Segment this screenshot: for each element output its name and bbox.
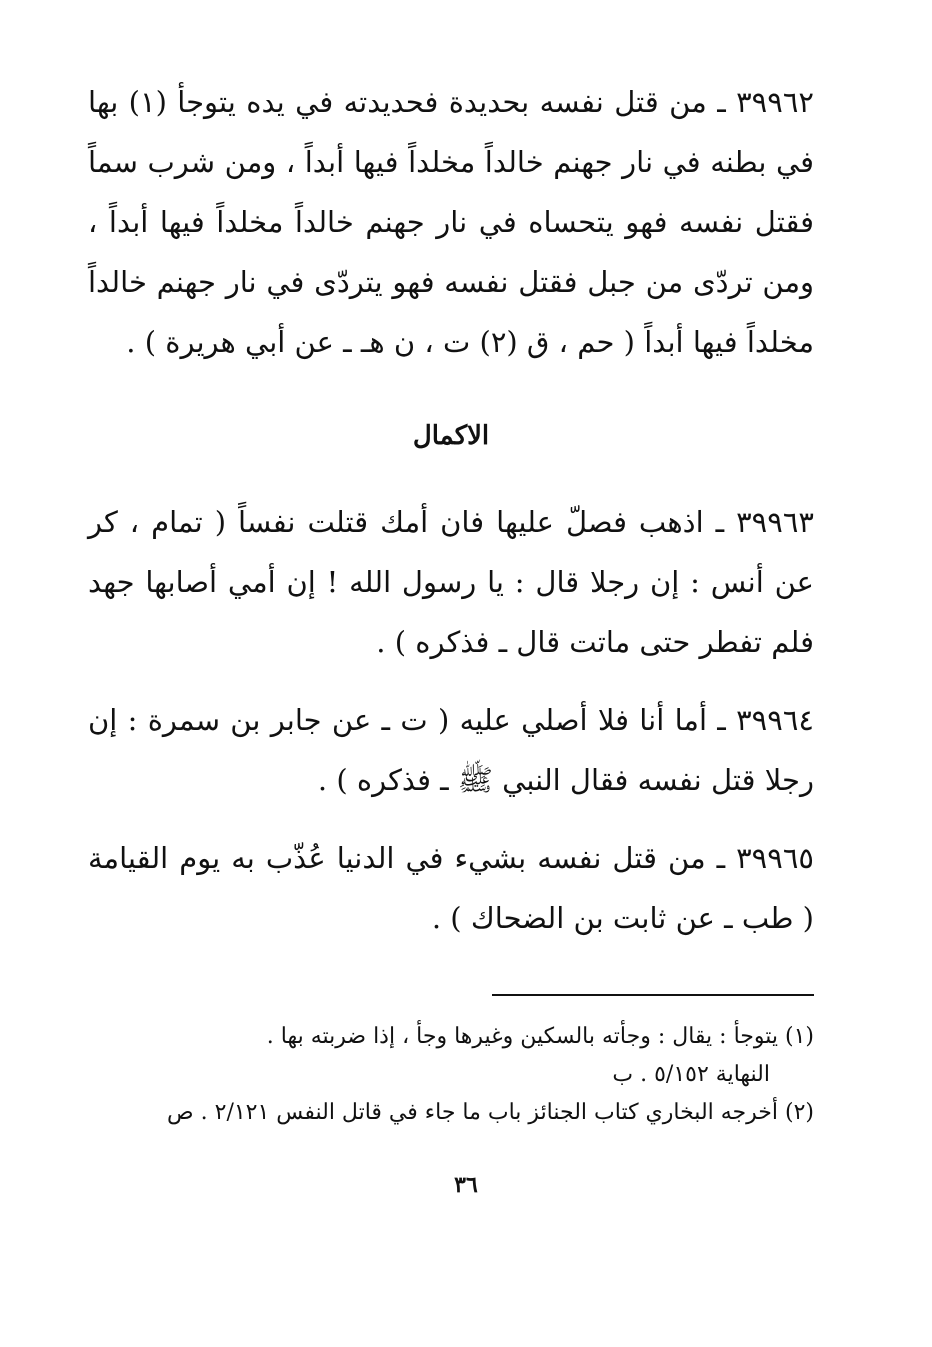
hadith-39962: ٣٩٩٦٢ ـ من قتل نفسه بحديدة فحديدته في يده يتوجأ (١) بها في بطنه في نار جهنم خالداً مخلداً فيها أبداً ، ومن شرب سماً فقتل نفسه فهو يتحساه في نار جهنم خالداً مخلداً فيها أبداً ، ومن تردّى من جبل فقتل نفسه فهو يتردّى في نار جهنم خالداً مخلداً فيها أبداً ( حم ، ق (٢) ت ، ن هـ ـ عن أبي هريرة ) . [88,85,814,359]
section-heading: الاكمال [412,421,490,451]
hadith-39964: ٣٩٩٦٤ ـ أما أنا فلا أصلي عليه ( ت ـ عن جابر بن سمرة : إن رجلا قتل نفسه فقال النبي ﷺ ـ فذكره ) . [88,703,814,797]
footnote-divider [492,994,814,996]
footnote-2: (٢) أخرجه البخاري كتاب الجنائز باب ما جاء في قاتل النفس ٢/١٢١ . ص [167,1100,814,1125]
hadith-39963: ٣٩٩٦٣ ـ اذهب فصلّ عليها فان أمك قتلت نفساً ( تمام ، كر عن أنس : إن رجلا قال : يا رسول الله ! إن أمي أصابها جهد فلم تفطر حتى ماتت قال ـ فذكره ) . [88,505,814,659]
footnote-1-continuation: النهاية ٥/١٥٢ . ب [612,1062,770,1087]
page-number: ٣٦ [454,1172,478,1198]
footnote-1: (١) يتوجأ : يقال : وجأته بالسكين وغيرها وجأ ، إذا ضربته بها . [266,1024,814,1049]
hadith-39965: ٣٩٩٦٥ ـ من قتل نفسه بشيء في الدنيا عُذّب به يوم القيامة ( طب ـ عن ثابت بن الضحاك ) . [88,841,814,935]
